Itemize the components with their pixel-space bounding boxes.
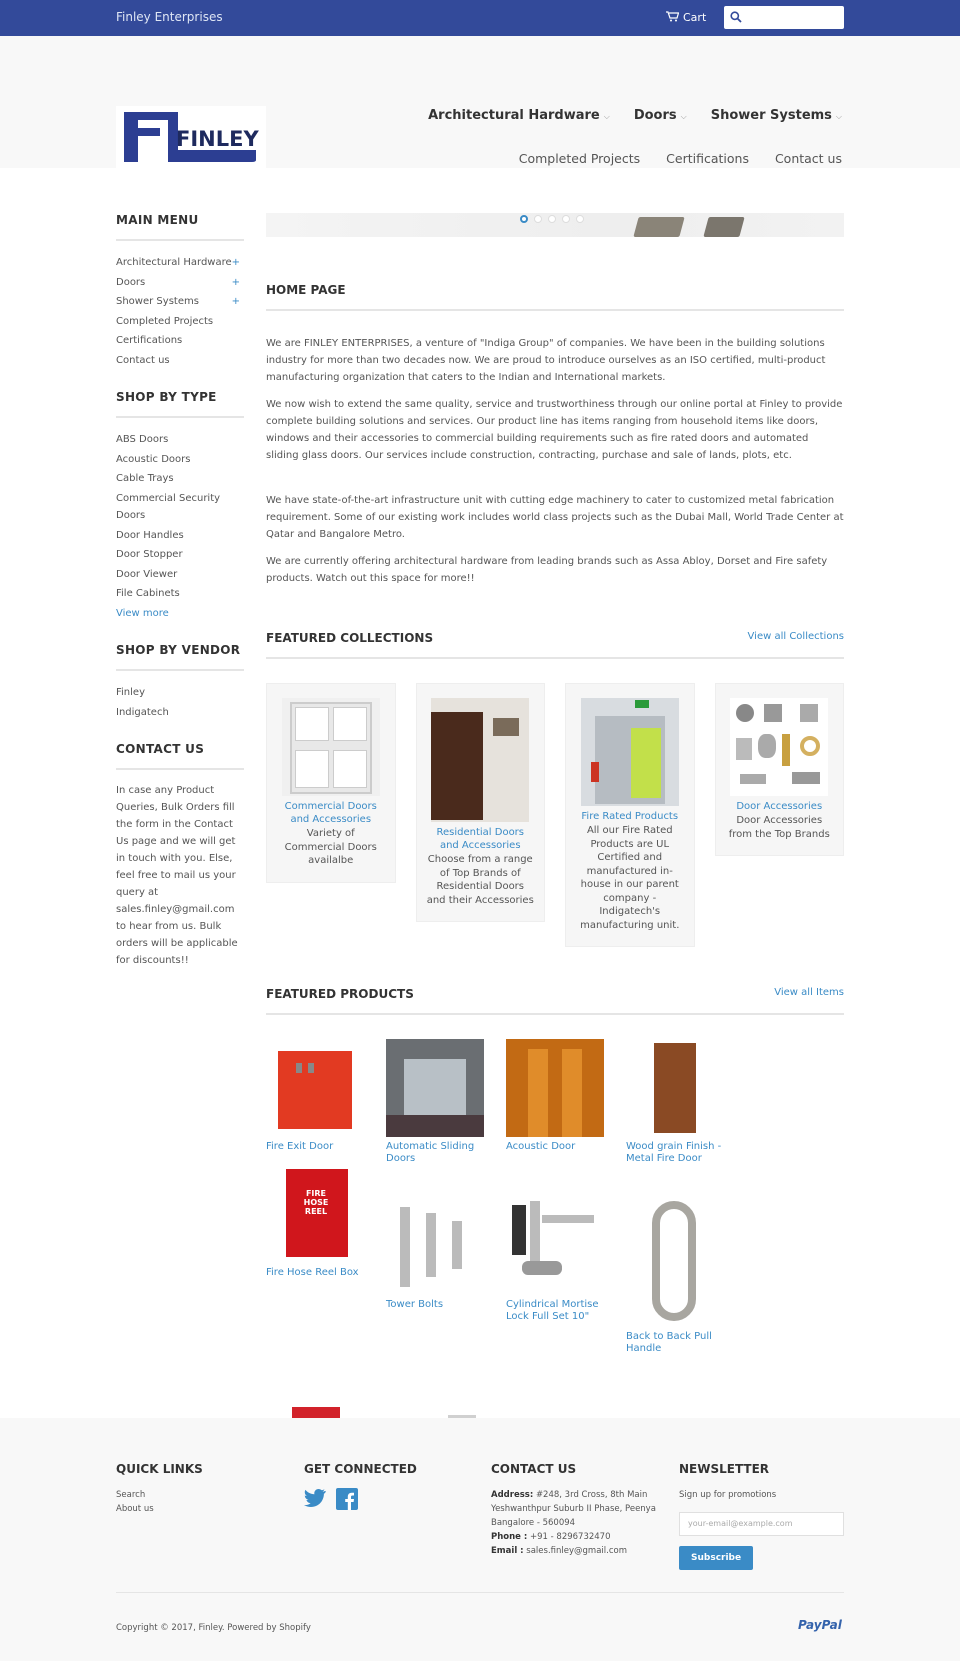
home-section xyxy=(266,283,844,587)
product-title[interactable]: Automatic Sliding Doors xyxy=(386,1141,475,1164)
product-card[interactable] xyxy=(386,1039,506,1165)
get-connected-title: GET CONNECTED xyxy=(304,1462,417,1476)
main-content xyxy=(266,213,844,1513)
newsletter-text: Sign up for promotions xyxy=(679,1490,777,1500)
site-footer xyxy=(0,1418,960,1661)
logo-text: FINLEY xyxy=(176,127,259,151)
type-item[interactable]: Door Handles xyxy=(116,529,184,541)
chevron-down-icon: ⌵ xyxy=(603,112,610,121)
collection-title[interactable]: Door Accessories xyxy=(736,801,823,812)
chevron-down-icon: ⌵ xyxy=(835,112,842,121)
newsletter-title: NEWSLETTER xyxy=(679,1462,770,1476)
home-paragraph: We have state-of-the-art infrastructure unit with cutting edge machinery to cater to customized metal fabrication requirement. Some of our existing work includes world class projects such as the Dubai Mall, World Trade Center at Qatar and Bangalore Metro. xyxy=(266,495,844,540)
nav-shower-systems[interactable]: Shower Systems ⌵ xyxy=(710,108,842,123)
cart-icon xyxy=(666,11,679,22)
home-paragraph: We are FINLEY ENTERPRISES, a venture of "Indiga Group" of companies. We have been in the building solutions industry for more than two decades now. We are proud to introduce ourselves as an ISO certified, multi-product manufacturing organization that caters to the Indian and International markets. xyxy=(266,338,826,383)
product-title[interactable]: Fire Hose Reel Box xyxy=(266,1267,359,1278)
product-title[interactable]: Cylindrical Mortise Lock Full Set 10" xyxy=(506,1299,599,1322)
type-item[interactable]: Cable Trays xyxy=(116,473,174,484)
product-card[interactable] xyxy=(266,1039,386,1165)
collection-desc: Door Accessories from the Top Brands xyxy=(728,815,830,840)
footer-link-about[interactable]: About us xyxy=(116,1504,154,1514)
secondary-nav xyxy=(519,151,842,166)
collection-image-commercial-doors xyxy=(282,698,380,796)
slide-image-hinge xyxy=(633,217,684,237)
collection-image-residential-doors xyxy=(431,698,529,822)
sidebar-item-doors[interactable]: Doors + xyxy=(116,273,244,293)
search-input[interactable] xyxy=(724,6,844,29)
product-card[interactable] xyxy=(506,1039,626,1165)
view-all-items-link[interactable]: View all Items xyxy=(774,987,844,998)
product-title[interactable]: Tower Bolts xyxy=(386,1299,444,1310)
home-title: HOME PAGE xyxy=(266,283,844,311)
featured-collections xyxy=(266,631,844,947)
collection-card[interactable] xyxy=(565,683,695,947)
collection-title[interactable]: Residential Doors and Accessories xyxy=(436,827,525,851)
product-title[interactable]: Wood grain Finish - Metal Fire Door xyxy=(626,1141,722,1164)
footer-link-search[interactable]: Search xyxy=(116,1490,146,1500)
product-card[interactable] xyxy=(506,1197,626,1355)
product-image-automatic-sliding-doors xyxy=(386,1039,484,1137)
finley-logo[interactable] xyxy=(116,106,266,170)
product-image-fire-hose-reel-box: FIRE HOSE REEL xyxy=(266,1165,364,1263)
collection-card[interactable] xyxy=(266,683,396,883)
slider-dot[interactable] xyxy=(576,215,584,223)
shop-by-vendor-title: SHOP BY VENDOR xyxy=(116,643,244,671)
view-all-collections-link[interactable]: View all Collections xyxy=(747,631,844,642)
collection-card[interactable] xyxy=(416,683,546,922)
sidebar-contact-title: CONTACT US xyxy=(116,742,244,770)
store-name[interactable]: Finley Enterprises xyxy=(116,10,223,24)
slide-image-hinge xyxy=(703,217,744,237)
expand-icon[interactable]: + xyxy=(231,257,240,268)
main-menu xyxy=(116,213,244,370)
hero-slider[interactable] xyxy=(266,213,844,237)
subscribe-button[interactable]: Subscribe xyxy=(679,1546,753,1570)
logo-mark xyxy=(116,106,266,170)
facebook-icon[interactable] xyxy=(336,1488,358,1510)
products-title: FEATURED PRODUCTS View all Items xyxy=(266,987,844,1015)
site-header xyxy=(0,36,960,168)
footer-contact-title: CONTACT US xyxy=(491,1462,577,1476)
nav-certifications[interactable]: Certifications xyxy=(666,151,749,166)
footer-quick-links xyxy=(116,1462,286,1516)
collection-image-door-accessories xyxy=(730,698,828,796)
sidebar-item-contact-us[interactable]: Contact us xyxy=(116,354,170,366)
nav-doors[interactable]: Doors ⌵ xyxy=(633,108,687,123)
shop-by-type-title: SHOP BY TYPE xyxy=(116,390,244,418)
footer-newsletter xyxy=(679,1462,849,1570)
product-image-wood-grain-door xyxy=(626,1039,724,1137)
cart-label: Cart xyxy=(683,11,707,24)
product-image-tower-bolts xyxy=(386,1197,484,1295)
footer-divider xyxy=(116,1592,844,1593)
type-item[interactable]: Commercial Security Doors xyxy=(116,492,221,521)
home-paragraph: We now wish to extend the same quality, service and trustworthiness through our online portal at Finley to provide complete building solutions and services. Our product line has items ranging from household items like doors, windows and their accessories to commercial building requirements such as fire rated doors and automated sliding glass doors. Our services include construction, contracting, purchase and sale of lands, plots, etc. xyxy=(266,399,843,461)
type-item[interactable]: Door Stopper xyxy=(116,549,183,560)
vendor-item[interactable]: Indigatech xyxy=(116,706,169,718)
top-bar xyxy=(0,0,960,36)
view-more-link[interactable]: View more xyxy=(116,607,169,619)
type-item[interactable]: Door Viewer xyxy=(116,568,178,580)
sidebar xyxy=(116,213,244,989)
slider-dot[interactable] xyxy=(548,215,556,223)
product-card[interactable] xyxy=(386,1197,506,1355)
slider-dot[interactable] xyxy=(520,215,528,223)
sidebar-contact xyxy=(116,742,244,969)
product-image-fire-exit-door xyxy=(266,1039,364,1137)
product-image-mortise-lock xyxy=(506,1197,604,1295)
collection-title[interactable]: Commercial Doors and Accessories xyxy=(284,801,377,825)
cart-link[interactable] xyxy=(666,11,706,24)
primary-nav xyxy=(428,108,842,123)
newsletter-email-input[interactable]: your-email@example.com xyxy=(679,1512,844,1536)
contact-email: Email : sales.finley@gmail.com xyxy=(491,1546,627,1556)
expand-icon[interactable]: + xyxy=(231,276,240,288)
nav-contact-us[interactable]: Contact us xyxy=(774,151,842,166)
twitter-icon[interactable] xyxy=(304,1488,326,1508)
product-card[interactable] xyxy=(626,1197,746,1355)
shop-by-vendor xyxy=(116,643,244,722)
collection-desc: Choose from a range of Top Brands of Residential Doors and their Accessories xyxy=(426,854,534,906)
type-item[interactable]: ABS Doors xyxy=(116,434,169,445)
sidebar-item-shower-systems[interactable]: Shower Systems + xyxy=(116,292,244,312)
nav-architectural-hardware[interactable]: Architectural Hardware ⌵ xyxy=(428,108,610,123)
sidebar-item-completed-projects[interactable]: Completed Projects xyxy=(116,315,214,327)
paypal-icon: PayPal xyxy=(798,1618,842,1632)
vendor-item[interactable]: Finley xyxy=(116,687,145,698)
shop-by-type xyxy=(116,390,244,623)
collection-card[interactable] xyxy=(715,683,845,856)
copyright: Copyright © 2017, Finley. Powered by Shopify xyxy=(116,1623,311,1633)
footer-contact xyxy=(491,1462,671,1558)
product-title[interactable]: Fire Exit Door xyxy=(266,1141,334,1152)
collections-title: FEATURED COLLECTIONS View all Collections xyxy=(266,631,844,659)
product-image-acoustic-door xyxy=(506,1039,604,1137)
sidebar-contact-text: In case any Product Queries, Bulk Orders fill the form in the Contact Us page and we will get in touch with you. Else, feel free to mail us your query at sales.finley@gmail.com to hear from us. Bulk orders will be applicable for discounts!! xyxy=(116,785,238,966)
product-card[interactable] xyxy=(266,1165,386,1355)
product-title[interactable]: Back to Back Pull Handle xyxy=(626,1331,712,1354)
chevron-down-icon: ⌵ xyxy=(680,112,687,121)
collection-desc: Variety of Commercial Doors availalbe xyxy=(284,828,377,866)
slider-dot[interactable] xyxy=(534,215,542,223)
quick-links-title: QUICK LINKS xyxy=(116,1462,203,1476)
collection-title[interactable]: Fire Rated Products xyxy=(581,811,679,822)
type-item[interactable]: Acoustic Doors xyxy=(116,453,191,465)
contact-phone: Phone : +91 - 8296732470 xyxy=(491,1532,611,1542)
type-item[interactable]: File Cabinets xyxy=(116,588,180,599)
sidebar-item-certifications[interactable]: Certifications xyxy=(116,335,183,346)
search-icon[interactable] xyxy=(730,11,742,23)
nav-completed-projects[interactable]: Completed Projects xyxy=(518,151,641,166)
collection-desc: All our Fire Rated Products are UL Certified and manufactured in-house in our parent company - Indigatech's manufacturing unit. xyxy=(580,825,680,931)
footer-get-connected xyxy=(304,1462,474,1510)
main-menu-title: MAIN MENU xyxy=(116,213,244,241)
collection-image-fire-rated xyxy=(581,698,679,806)
sidebar-item-architectural-hardware[interactable]: Architectural Hardware + xyxy=(116,253,244,273)
home-paragraph: We are currently offering architectural hardware from leading brands such as Assa Abloy, Dorset and Fire safety products. Watch out this space for more!! xyxy=(266,556,828,584)
product-card[interactable] xyxy=(626,1039,746,1165)
slider-dot[interactable] xyxy=(562,215,570,223)
slider-dots xyxy=(520,215,584,223)
product-image-pull-handle xyxy=(626,1197,724,1327)
expand-icon[interactable]: + xyxy=(231,296,240,307)
product-title[interactable]: Acoustic Door xyxy=(506,1141,576,1152)
contact-address: Address: #248, 3rd Cross, 8th Main Yeshwanthpur Suburb II Phase, Peenya Bangalore - 560094 xyxy=(491,1490,656,1528)
